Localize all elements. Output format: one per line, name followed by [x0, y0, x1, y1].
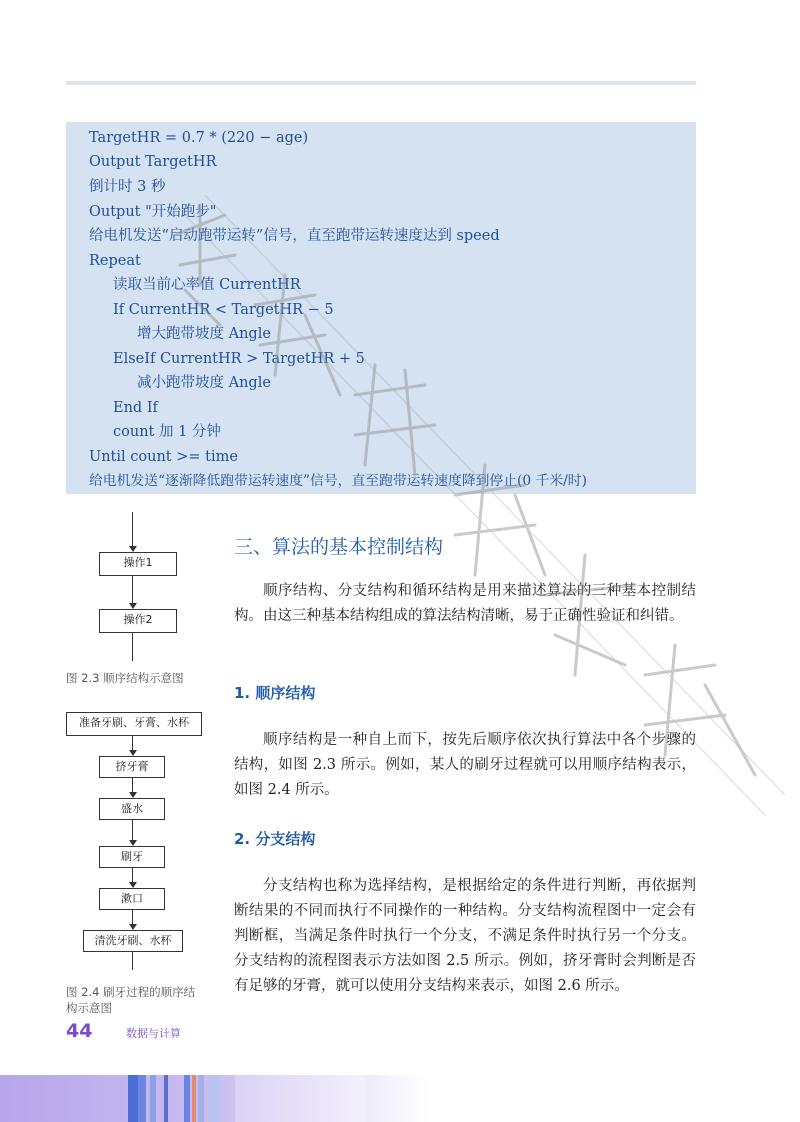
flow-box: 操作2 — [99, 609, 177, 633]
figure-caption-2-4-cont: 构示意图 — [66, 1001, 112, 1015]
code-line: 给电机发送“启动跑带运转”信号，直至跑带运转速度达到 speed — [89, 228, 500, 244]
flow-box: 准备牙刷、牙膏、水杯 — [66, 712, 202, 736]
flow-box: 挤牙膏 — [99, 756, 165, 778]
code-line: 增大跑带坡度 Angle — [137, 326, 271, 342]
code-line: count 加 1 分钟 — [113, 424, 221, 440]
code-line: Repeat — [89, 253, 141, 269]
header-rule — [66, 81, 696, 85]
figure-caption-2-4: 图 2.4 刷牙过程的顺序结 — [66, 985, 196, 999]
flow-box: 漱口 — [99, 888, 165, 910]
flow-box: 刷牙 — [99, 846, 165, 868]
figure-caption-2-3: 图 2.3 顺序结构示意图 — [66, 671, 184, 685]
code-line: Output TargetHR — [89, 154, 217, 170]
code-line: 减小跑带坡度 Angle — [137, 375, 271, 391]
code-line: 读取当前心率值 CurrentHR — [113, 277, 301, 293]
book-name: 数据与计算 — [126, 1027, 181, 1040]
code-line: ElseIf CurrentHR > TargetHR + 5 — [113, 351, 365, 367]
flow-line — [132, 633, 133, 661]
subsection-title-branch: 2. 分支结构 — [234, 830, 316, 848]
code-line: Output "开始跑步" — [89, 204, 217, 220]
section-title: 三、算法的基本控制结构 — [234, 536, 444, 558]
code-line: If CurrentHR < TargetHR − 5 — [113, 302, 334, 318]
flow-line — [132, 512, 133, 548]
sequence-paragraph: 顺序结构是一种自上而下，按先后顺序依次执行算法中各个步骤的结构，如图 2.3 所示。例如，某人的刷牙过程就可以用顺序结构表示，如图 2.4 所示。 — [234, 732, 696, 798]
flow-line — [132, 952, 133, 970]
branch-paragraph: 分支结构也称为选择结构，是根据给定的条件进行判断，再依据判断结果的不同而执行不同操作的一种结构。分支结构流程图中一定会有判断框，当满足条件时执行一个分支，不满足条件时执行另一个分支。分支结构的流程图表示方法如图 2.5 所示。例如，挤牙膏时会判断是否有足够的牙膏，就可以使用分支结构来表示，如图 2.6 所示。 — [234, 878, 696, 994]
flow-box: 清洗牙刷、水杯 — [83, 930, 183, 952]
flow-line — [132, 820, 133, 842]
code-line: 倒计时 3 秒 — [89, 179, 166, 195]
code-line: 给电机发送“逐渐降低跑带运转速度”信号，直至跑带运转速度降到停止(0 千米/时) — [89, 473, 587, 489]
pseudocode-box — [66, 122, 696, 494]
code-line: TargetHR = 0.7 * (220 − age) — [89, 130, 309, 146]
footer-decorative-band — [0, 1075, 800, 1122]
intro-paragraph: 顺序结构、分支结构和循环结构是用来描述算法的三种基本控制结构。由这三种基本结构组成的算法结构清晰，易于正确性验证和纠错。 — [234, 583, 696, 624]
flowchart-figures — [66, 512, 216, 1032]
flow-box: 盛水 — [99, 798, 165, 820]
subsection-title-sequence: 1. 顺序结构 — [234, 684, 316, 702]
flow-line — [132, 576, 133, 606]
code-line: End If — [113, 400, 158, 416]
page-number: 44 — [66, 1020, 93, 1042]
code-line: Until count >= time — [89, 449, 238, 465]
flow-box: 操作1 — [99, 552, 177, 576]
